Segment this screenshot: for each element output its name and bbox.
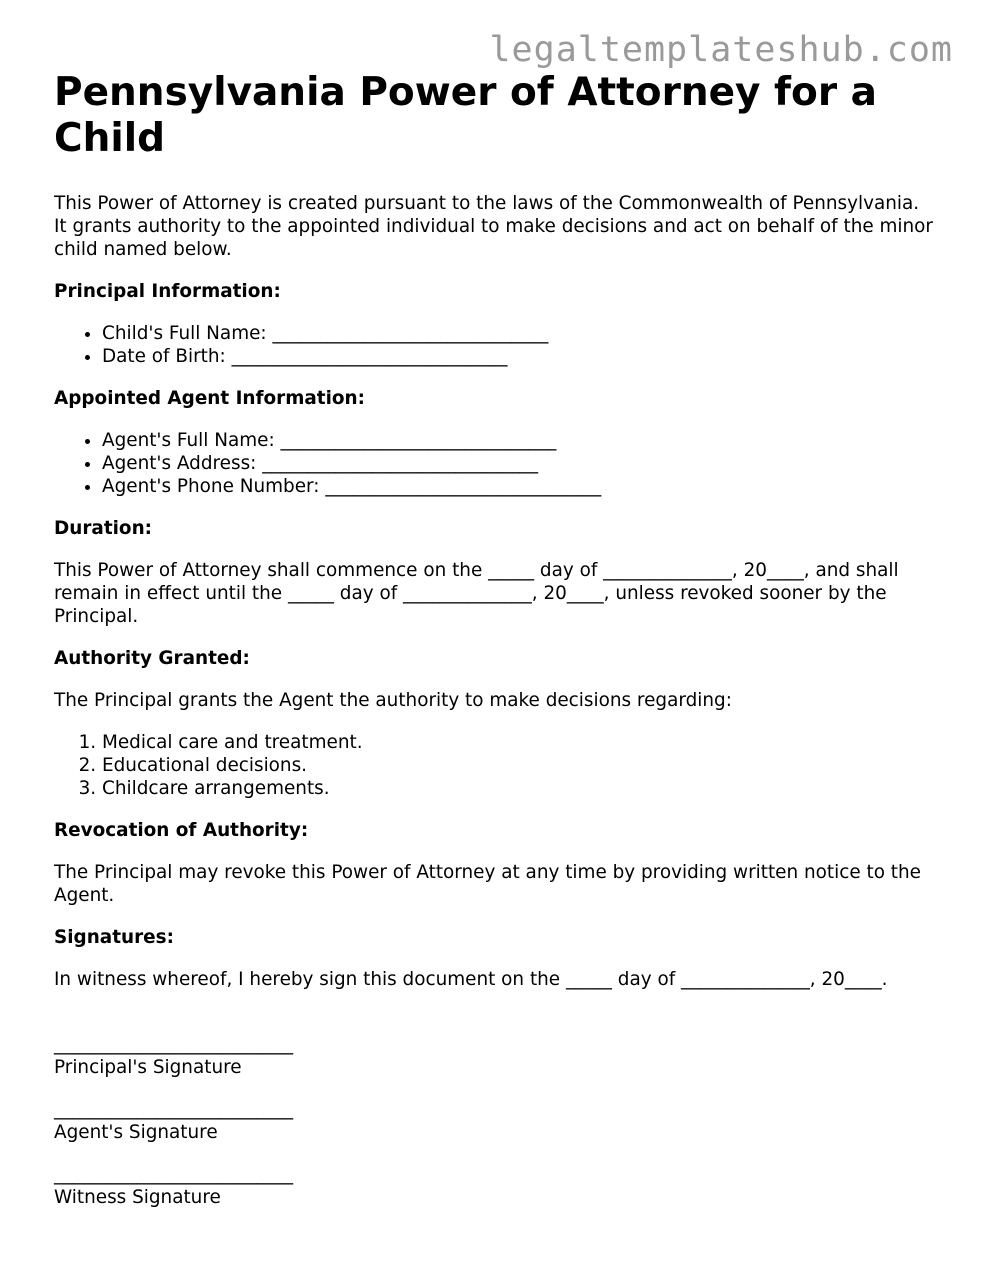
intro-paragraph: This Power of Attorney is created pursuant to the laws of the Commonwealth of Pennsylvania. It grants authority to the appointed individual to make decisions and act on behalf of the minor child named below. (54, 193, 933, 260)
signatures-text: In witness whereof, I hereby sign this document on the _____ day of ______________, 20____. (54, 969, 888, 990)
agent-list (54, 429, 934, 498)
signature-label: Agent's Signature (54, 1122, 218, 1143)
signature-line: __________________________ (54, 1034, 294, 1055)
authority-heading: Authority Granted: (54, 648, 250, 669)
authority-item: 3. Childcare arrangements. (102, 777, 934, 800)
signature-line: __________________________ (54, 1164, 294, 1185)
agent-address: • Agent's Address: ______________________________ (102, 452, 934, 475)
authority-item: 2. Educational decisions. (102, 754, 934, 777)
signature-label: Witness Signature (54, 1187, 221, 1208)
agent-signature-block (54, 1098, 934, 1144)
watermark: legaltemplateshub.com (489, 30, 953, 70)
agent-phone: • Agent's Phone Number: ______________________________ (102, 475, 934, 498)
revocation-heading: Revocation of Authority: (54, 820, 309, 841)
authority-list (54, 731, 934, 800)
document-page (54, 70, 934, 1209)
principal-child-name: • Child's Full Name: ______________________________ (102, 322, 934, 345)
agent-heading: Appointed Agent Information: (54, 388, 365, 409)
authority-item: 1. Medical care and treatment. (102, 731, 934, 754)
signature-label: Principal's Signature (54, 1057, 242, 1078)
signature-line: __________________________ (54, 1099, 294, 1120)
signatures-heading: Signatures: (54, 927, 174, 948)
principal-signature-block (54, 1033, 934, 1079)
duration-heading: Duration: (54, 518, 153, 539)
revocation-text: The Principal may revoke this Power of Attorney at any time by providing written notice to the Agent. (54, 862, 921, 906)
witness-signature-block (54, 1163, 934, 1209)
principal-date-of-birth: • Date of Birth: ______________________________ (102, 345, 934, 368)
document-title: Pennsylvania Power of Attorney for a Child (54, 70, 877, 161)
principal-list (54, 322, 934, 368)
agent-full-name: • Agent's Full Name: ______________________________ (102, 429, 934, 452)
authority-text: The Principal grants the Agent the authority to make decisions regarding: (54, 690, 732, 711)
duration-text: This Power of Attorney shall commence on the _____ day of ______________, 20____, and shall remain in effect until the _____ day of ______________, 20____, unless revoked sooner by the Principal. (54, 560, 899, 627)
principal-heading: Principal Information: (54, 281, 281, 302)
